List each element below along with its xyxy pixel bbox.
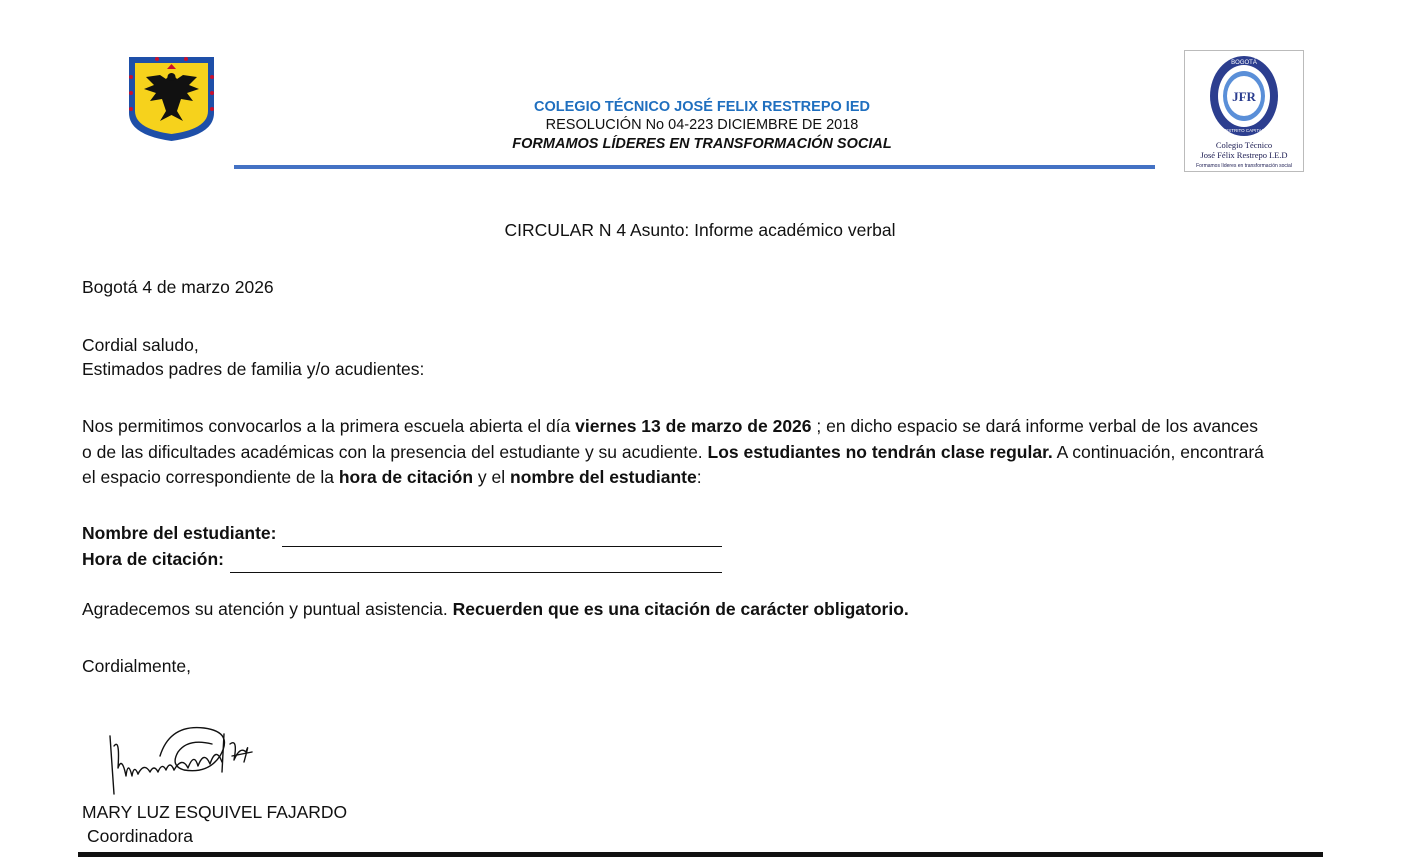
student-name-blank [282, 526, 722, 547]
circular-title: CIRCULAR N 4 Asunto: Informe académico verbal [504, 220, 896, 240]
text-run: y el [473, 467, 511, 487]
svg-text:JFR: JFR [1232, 89, 1256, 104]
farewell: Cordialmente, [82, 656, 191, 676]
school-logo-icon [1184, 50, 1304, 172]
appointment-time-field [82, 547, 722, 573]
appointment-time-label: Hora de citación: [82, 549, 224, 569]
page-bottom-border [78, 852, 1323, 857]
svg-text:José Félix Restrepo I.E.D: José Félix Restrepo I.E.D [1200, 150, 1288, 160]
appointment-time-blank [230, 552, 722, 573]
student-name-highlight: nombre del estudiante [510, 467, 697, 487]
no-class-notice: Los estudiantes no tendrán clase regular. [707, 441, 1053, 462]
text-run: Agradecemos su atención y puntual asistencia. [82, 599, 453, 619]
school-motto: FORMAMOS LÍDERES EN TRANSFORMACIÓN SOCIAL [512, 136, 892, 152]
closing-line [82, 597, 909, 623]
svg-text:BOGOTÁ: BOGOTÁ [1231, 60, 1257, 66]
addressee-line: Estimados padres de familia y/o acudientes: [82, 359, 425, 379]
handwritten-signature [100, 716, 260, 804]
paragraph-line-1 [82, 414, 1322, 440]
letter-date: Bogotá 4 de marzo 2026 [82, 277, 274, 297]
text-run: el espacio correspondiente de la [82, 467, 339, 487]
resolution-text: RESOLUCIÓN No 04-223 DICIEMBRE DE 2018 [545, 117, 859, 133]
text-run: o de las dificultades académicas con la presencia del estudiante y su acudiente. [82, 441, 708, 462]
student-name-label: Nombre del estudiante: [82, 523, 277, 543]
appointment-time-highlight: hora de citación [338, 467, 474, 487]
signer-role: Coordinadora [87, 826, 194, 846]
text-run: ; en dicho espacio se dará informe verbal de los avances [811, 416, 1259, 436]
text-run: : [696, 467, 702, 487]
main-paragraph [82, 414, 1322, 491]
signer-name: MARY LUZ ESQUIVEL FAJARDO [82, 802, 348, 822]
student-name-field [82, 521, 722, 547]
mandatory-notice: Recuerden que es una citación de carácter obligatorio. [452, 599, 909, 619]
svg-text:Colegio Técnico: Colegio Técnico [1215, 140, 1273, 150]
paragraph-line-2 [82, 440, 1322, 466]
school-name: COLEGIO TÉCNICO JOSÉ FELIX RESTREPO IED [534, 99, 870, 115]
greeting-line: Cordial saludo, [82, 335, 199, 355]
text-run: A continuación, encontrará [1052, 441, 1264, 462]
header-divider [234, 165, 1155, 169]
svg-text:Formamos líderes en transforma: Formamos líderes en transformación social [1196, 163, 1292, 169]
svg-text:DISTRITO CAPITAL: DISTRITO CAPITAL [1223, 128, 1265, 133]
text-run: Nos permitimos convocarlos a la primera escuela abierta el día [82, 416, 576, 436]
paragraph-line-3 [82, 465, 1322, 491]
event-date-highlight: viernes 13 de marzo de 2026 [575, 416, 812, 436]
